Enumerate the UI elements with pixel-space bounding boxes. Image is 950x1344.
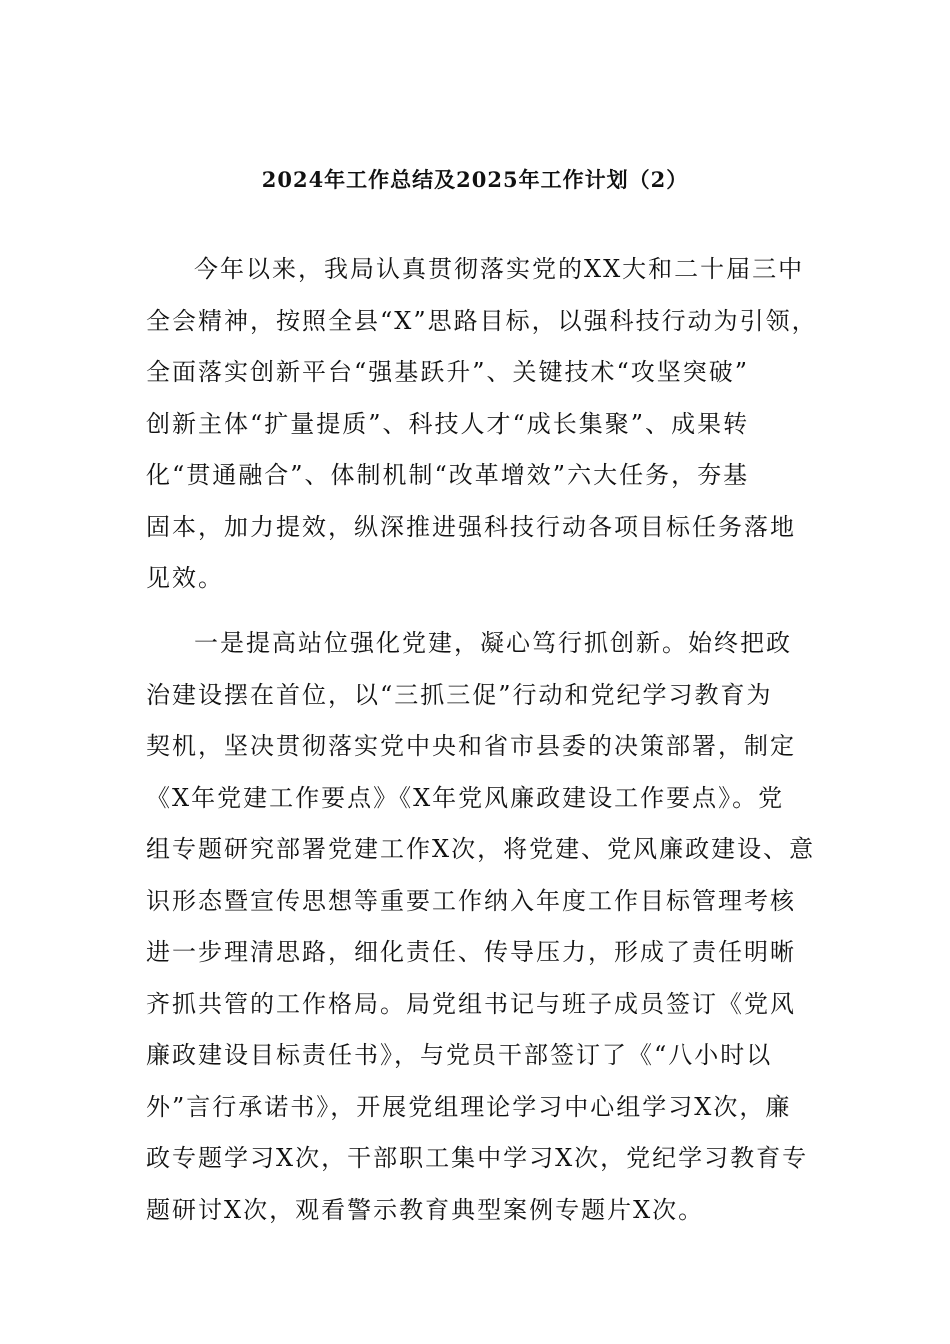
paragraph-line: 《X年党建工作要点》《X年党风廉政建设工作要点》。党 — [146, 783, 785, 812]
paragraph-line: 契机，坚决贯彻落实党中央和省市县委的决策部署，制定 — [146, 732, 796, 760]
paragraph-line: 创新主体“扩量提质”、科技人才“成长集聚”、成果转 — [146, 409, 750, 438]
paragraph-party-building — [146, 618, 818, 1236]
paragraph-line: 齐抓共管的工作格局。局党组书记与班子成员签订《党风 — [146, 989, 796, 1018]
paragraph-line: 组专题研究部署党建工作X次，将党建、党风廉政建设、意 — [146, 835, 816, 863]
paragraph-line: 外”言行承诺书》，开展党组理论学习中心组学习X次，廉 — [146, 1092, 792, 1121]
paragraph-line: 廉政建设目标责任书》，与党员干部签订了《“八小时以 — [146, 1041, 773, 1069]
paragraph-line: 治建设摆在首位，以“三抓三促”行动和党纪学习教育为 — [146, 680, 773, 709]
paragraph-line: 今年以来，我局认真贯彻落实党的XX大和二十届三中 — [194, 255, 805, 283]
paragraph-line: 全会精神，按照全县“X”思路目标，以强科技行动为引领， — [146, 306, 818, 335]
paragraph-line: 固本，加力提效，纵深推进强科技行动各项目标任务落地 — [146, 512, 796, 541]
paragraph-intro — [146, 244, 818, 605]
paragraph-line: 识形态暨宣传思想等重要工作纳入年度工作目标管理考核 — [146, 886, 796, 915]
paragraph-line: 化“贯通融合”、体制机制“改革增效”六大任务，夯基 — [146, 461, 750, 489]
paragraph-line: 政专题学习X次，干部职工集中学习X次，党纪学习教育专 — [146, 1144, 809, 1172]
paragraph-line: 题研讨X次，观看警示教育典型案例专题片X次。 — [146, 1195, 705, 1224]
document-title: 2024年工作总结及2025年工作计划（2） — [261, 167, 689, 192]
paragraph-line: 全面落实创新平台“强基跃升”、关键技术“攻坚突破” — [146, 358, 750, 386]
paragraph-line: 一是提高站位强化党建，凝心笃行抓创新。始终把政 — [194, 629, 792, 657]
paragraph-line: 进一步理清思路，细化责任、传导压力，形成了责任明晰 — [146, 938, 796, 966]
paragraph-line: 见效。 — [146, 564, 224, 592]
